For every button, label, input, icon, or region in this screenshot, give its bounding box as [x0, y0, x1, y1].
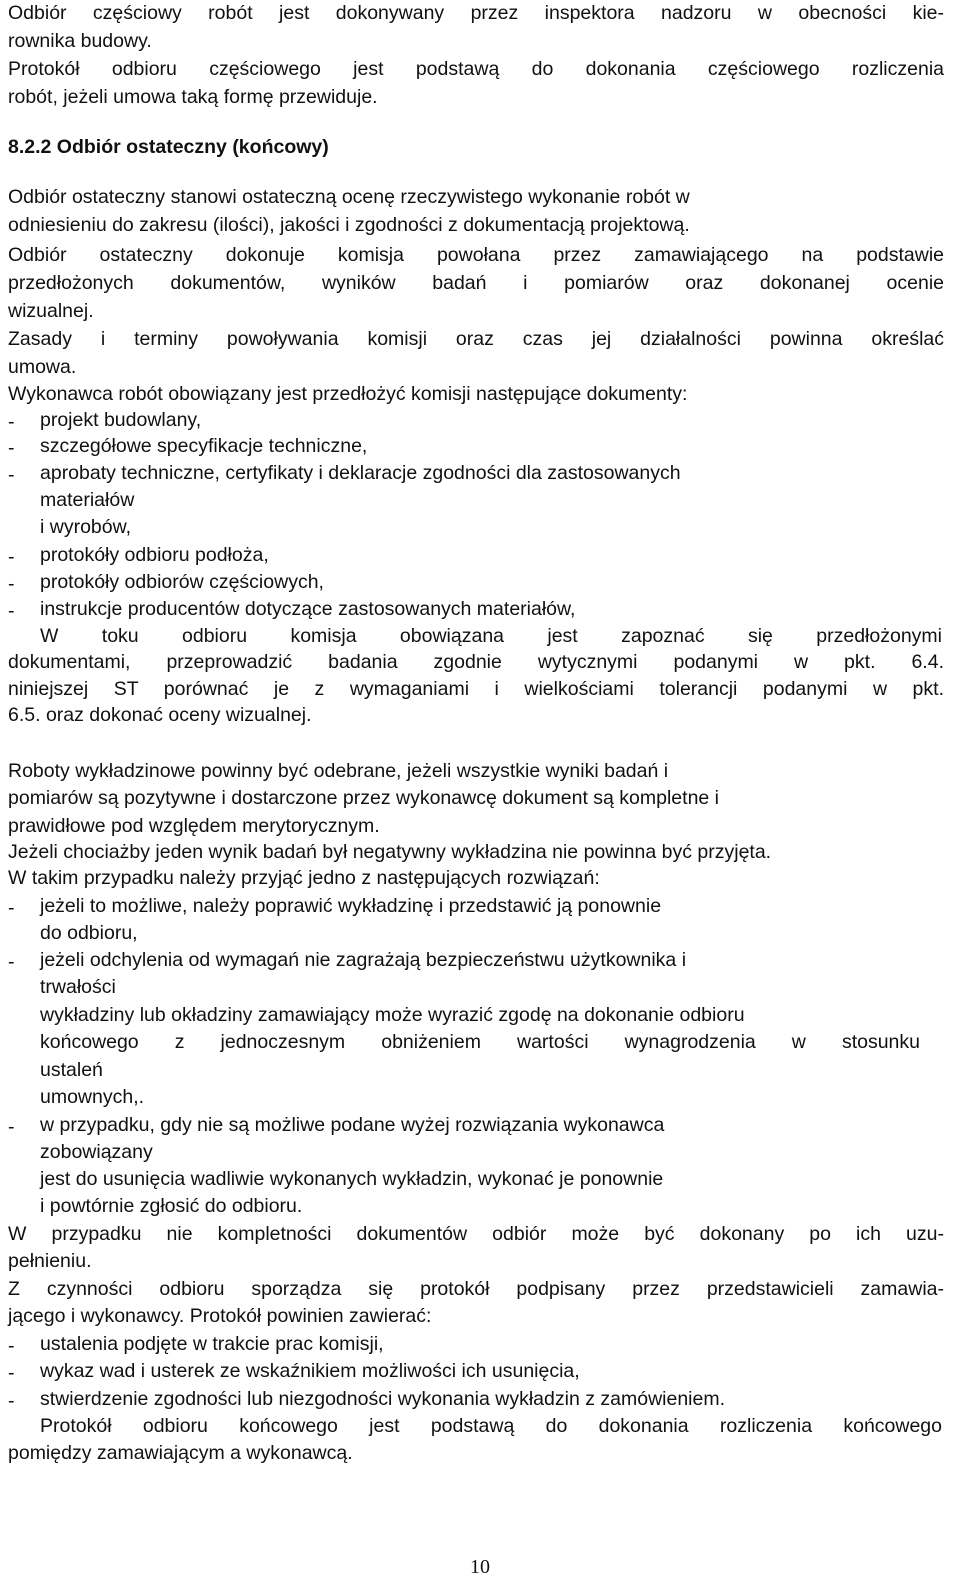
option-c-line-3: jest do usunięcia wadliwie wykonanych wykładzin, wykonać je ponownie — [40, 1168, 664, 1190]
list-dash: - — [8, 573, 15, 595]
protocol-list-item: wykaz wad i usterek ze wskaźnikiem możliwości ich usunięcia, — [40, 1360, 580, 1382]
option-b-line-4: końcowego z jednoczesnym obniżeniem wartości wynagrodzenia w stosunku — [40, 1031, 920, 1053]
list-dash: - — [8, 1362, 15, 1384]
doc-list-item-cont: i wyrobów, — [40, 516, 132, 538]
list-dash: - — [8, 1116, 15, 1138]
option-b-line-3: wykładziny lub okładziny zamawiający może wyrazić zgodę na dokonanie odbioru — [40, 1004, 745, 1026]
p6-line-5: W takim przypadku należy przyjąć jedno z następujących rozwiązań: — [8, 867, 600, 889]
option-b-line-6: umownych,. — [40, 1086, 145, 1108]
p6-line-4: Jeżeli chociażby jeden wynik badań był negatywny wykładzina nie powinna być przyjęta. — [8, 841, 772, 863]
doc-list-item: protokóły odbiorów częściowych, — [40, 571, 324, 593]
doc-list-item: projekt budowlany, — [40, 409, 202, 431]
p5-line-2: dokumentami, przeprowadzić badania zgodnie wytycznymi podanymi w pkt. 6.4. — [8, 651, 944, 673]
list-dash: - — [8, 600, 15, 622]
page-number: 10 — [470, 1556, 490, 1578]
list-dash: - — [8, 464, 15, 486]
doc-list-item: protokóły odbioru podłoża, — [40, 544, 269, 566]
p6-line-3: prawidłowe pod względem merytorycznym. — [8, 815, 380, 837]
section-heading: 8.2.2 Odbiór ostateczny (końcowy) — [8, 136, 329, 158]
p5-line-3: niniejszej ST porównać je z wymaganiami i wielkościami tolerancji podanymi w pkt. — [8, 678, 944, 700]
p8-line-2: jącego i wykonawcy. Protokół powinien zawierać: — [8, 1305, 432, 1327]
intro-line-3: Protokół odbioru częściowego jest podstawą do dokonania częściowego rozliczenia — [8, 58, 944, 80]
option-b-line-1: jeżeli odchylenia od wymagań nie zagrażają bezpieczeństwu użytkownika i — [40, 949, 687, 971]
p1-line-2: odniesieniu do zakresu (ilości), jakości i zgodności z dokumentacją projektową. — [8, 214, 690, 236]
p3-line-1: Zasady i terminy powoływania komisji oraz czas jej działalności powinna określać — [8, 328, 944, 350]
p2-line-1: Odbiór ostateczny dokonuje komisja powołana przez zamawiającego na podstawie — [8, 244, 944, 266]
p9-line-1: Protokół odbioru końcowego jest podstawą do dokonania rozliczenia końcowego — [40, 1415, 942, 1437]
option-a-line-2: do odbioru, — [40, 922, 138, 944]
option-c-line-2: zobowiązany — [40, 1141, 153, 1163]
option-b-line-2: trwałości — [40, 976, 116, 998]
p6-line-1: Roboty wykładzinowe powinny być odebrane, jeżeli wszystkie wyniki badań i — [8, 760, 669, 782]
intro-line-1: Odbiór częściowy robót jest dokonywany przez inspektora nadzoru w obecności kie- — [8, 2, 944, 24]
p7-line-2: pełnieniu. — [8, 1250, 92, 1272]
protocol-list-item: ustalenia podjęte w trakcie prac komisji, — [40, 1333, 384, 1355]
p2-line-3: wizualnej. — [8, 300, 94, 322]
doc-list-item-cont: materiałów — [40, 489, 135, 511]
p7-line-1: W przypadku nie kompletności dokumentów odbiór może być dokonany po ich uzu- — [8, 1223, 944, 1245]
intro-line-2: rownika budowy. — [8, 30, 152, 52]
protocol-list-item: stwierdzenie zgodności lub niezgodności wykonania wykładzin z zamówieniem. — [40, 1388, 726, 1410]
option-c-line-4: i powtórnie zgłosić do odbioru. — [40, 1195, 303, 1217]
list-dash: - — [8, 897, 15, 919]
p2-line-2: przedłożonych dokumentów, wyników badań i pomiarów oraz dokonanej ocenie — [8, 272, 944, 294]
intro-line-4: robót, jeżeli umowa taką formę przewiduje. — [8, 86, 378, 108]
p1-line-1: Odbiór ostateczny stanowi ostateczną ocenę rzeczywistego wykonanie robót w — [8, 186, 690, 208]
doc-list-item: aprobaty techniczne, certyfikaty i deklaracje zgodności dla zastosowanych — [40, 462, 681, 484]
option-b-line-5: ustaleń — [40, 1059, 103, 1081]
p6-line-2: pomiarów są pozytywne i dostarczone przez wykonawcę dokument są kompletne i — [8, 787, 720, 809]
list-dash: - — [8, 437, 15, 459]
option-a-line-1: jeżeli to możliwe, należy poprawić wykładzinę i przedstawić ją ponownie — [40, 895, 662, 917]
doc-list-item: szczegółowe specyfikacje techniczne, — [40, 435, 368, 457]
p8-line-1: Z czynności odbioru sporządza się protokół podpisany przez przedstawicieli zamawia- — [8, 1278, 944, 1300]
list-dash: - — [8, 1390, 15, 1412]
p5-line-1: W toku odbioru komisja obowiązana jest zapoznać się przedłożonymi — [40, 625, 942, 647]
option-c-line-1: w przypadku, gdy nie są możliwe podane wyżej rozwiązania wykonawca — [40, 1114, 665, 1136]
list-dash: - — [8, 951, 15, 973]
p3-line-2: umowa. — [8, 356, 77, 378]
p9-line-2: pomiędzy zamawiającym a wykonawcą. — [8, 1442, 353, 1464]
p5-line-4: 6.5. oraz dokonać oceny wizualnej. — [8, 704, 312, 726]
list-dash: - — [8, 546, 15, 568]
doc-list-item: instrukcje producentów dotyczące zastosowanych materiałów, — [40, 598, 576, 620]
p4-intro: Wykonawca robót obowiązany jest przedłożyć komisji następujące dokumenty: — [8, 383, 688, 405]
list-dash: - — [8, 1335, 15, 1357]
list-dash: - — [8, 411, 15, 433]
